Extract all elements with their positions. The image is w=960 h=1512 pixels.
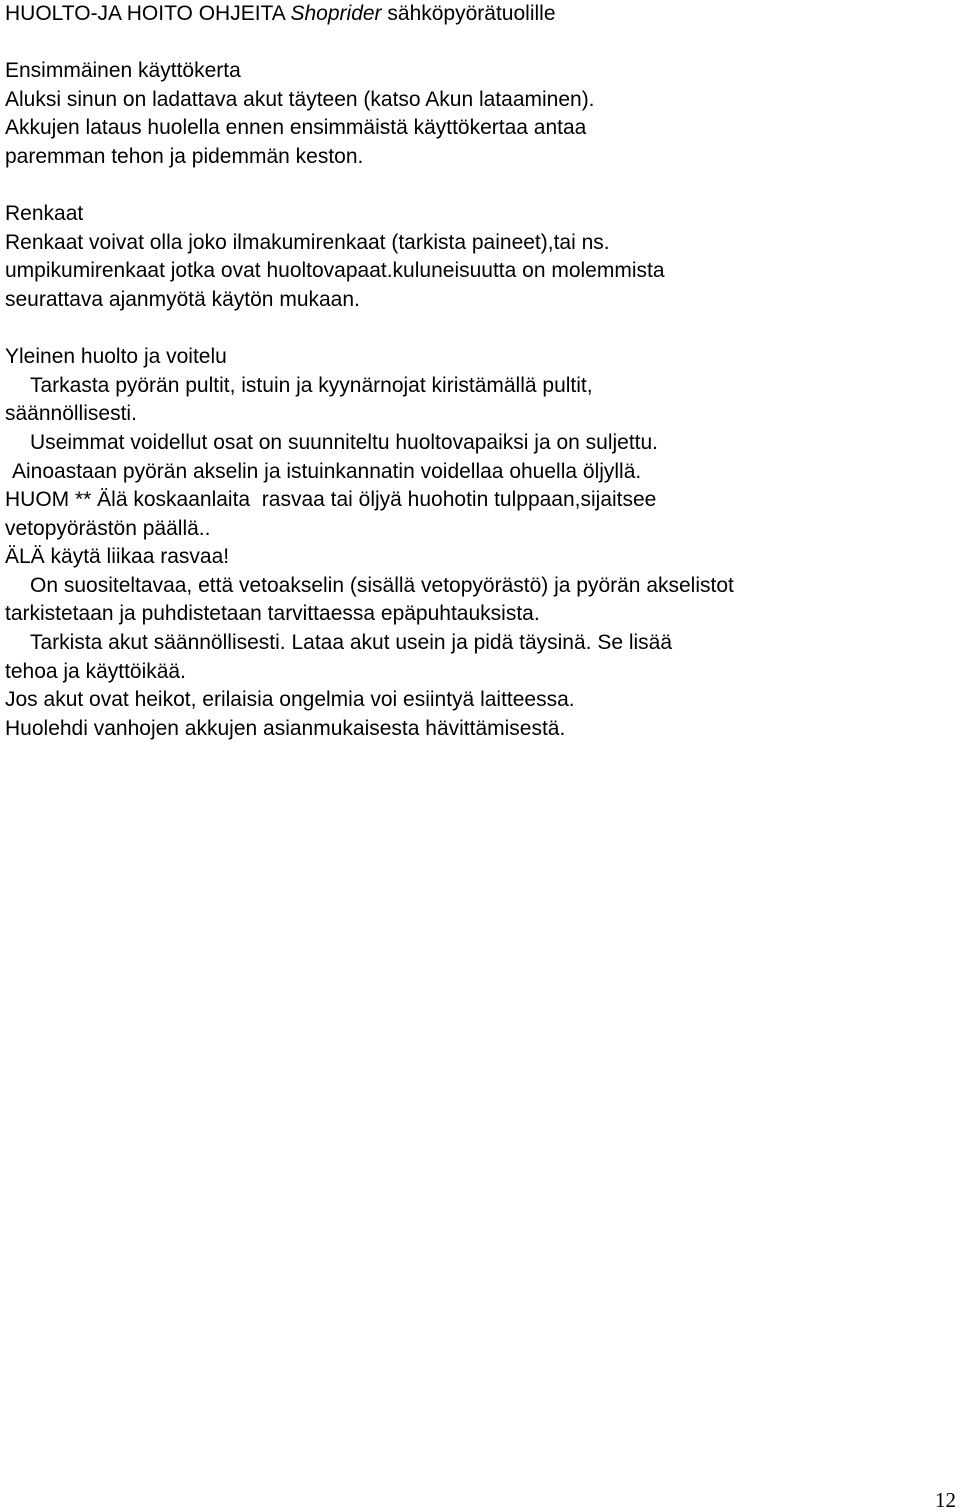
paragraph-line: paremman tehon ja pidemmän keston. (5, 144, 364, 168)
paragraph-line: tehoa ja käyttöikää. (5, 659, 186, 683)
paragraph-line: Ainoastaan pyörän akselin ja istuinkannatin voidellaa ohuella öljyllä. (12, 459, 642, 483)
section-tires (5, 200, 945, 314)
paragraph-line: Akkujen lataus huolella ennen ensimmäistä käyttökertaa antaa (5, 116, 587, 140)
section-heading: Yleinen huolto ja voitelu (5, 345, 227, 369)
page-number: 12 (935, 1488, 956, 1512)
title-suffix: sähköpyörätuolille (381, 2, 556, 25)
warning-line: HUOM ** Älä koskaanlaita rasvaa tai öljyä huohotin tulppaan,sijaitsee (5, 488, 657, 512)
paragraph-line: tarkistetaan ja puhdistetaan tarvittaessa epäpuhtauksista. (5, 602, 540, 626)
paragraph-line: Tarkista akut säännöllisesti. Lataa akut usein ja pidä täysinä. Se lisää (30, 631, 673, 655)
paragraph-line: Useimmat voidellut osat on suunniteltu huoltovapaiksi ja on suljettu. (30, 430, 659, 454)
paragraph-line: Tarkasta pyörän pultit, istuin ja kyynärnojat kiristämällä pultit, (30, 373, 593, 397)
section-heading: Renkaat (5, 202, 84, 226)
spacer (5, 172, 945, 201)
paragraph-line: On suositeltavaa, että vetoakselin (sisällä vetopyörästö) ja pyörän akselistot (30, 573, 734, 597)
section-first-use (5, 57, 945, 171)
section-heading: Ensimmäinen käyttökerta (5, 59, 241, 83)
paragraph-line: seurattava ajanmyötä käytön mukaan. (5, 287, 360, 311)
title-prefix: HUOLTO-JA HOITO OHJEITA (5, 2, 291, 25)
spacer (5, 29, 945, 58)
paragraph-line: Huolehdi vanhojen akkujen asianmukaisesta hävittämisestä. (5, 716, 566, 740)
paragraph-line: Jos akut ovat heikot, erilaisia ongelmia voi esiintyä laitteessa. (5, 688, 575, 712)
paragraph-line: umpikumirenkaat jotka ovat huoltovapaat.kuluneisuutta on molemmista (5, 259, 665, 283)
paragraph-line: Aluksi sinun on ladattava akut täyteen (katso Akun lataaminen). (5, 87, 595, 111)
warning-line: ÄLÄ käytä liikaa rasvaa! (5, 545, 230, 569)
paragraph-line: vetopyörästön päällä.. (5, 516, 211, 540)
page-title (5, 0, 945, 29)
section-maintenance (5, 343, 945, 743)
spacer (5, 315, 945, 344)
paragraph-line: säännöllisesti. (5, 402, 137, 426)
paragraph-line: Renkaat voivat olla joko ilmakumirenkaat (tarkista paineet),tai ns. (5, 230, 610, 254)
document-page (5, 0, 945, 743)
title-brand: Shoprider (290, 2, 382, 25)
